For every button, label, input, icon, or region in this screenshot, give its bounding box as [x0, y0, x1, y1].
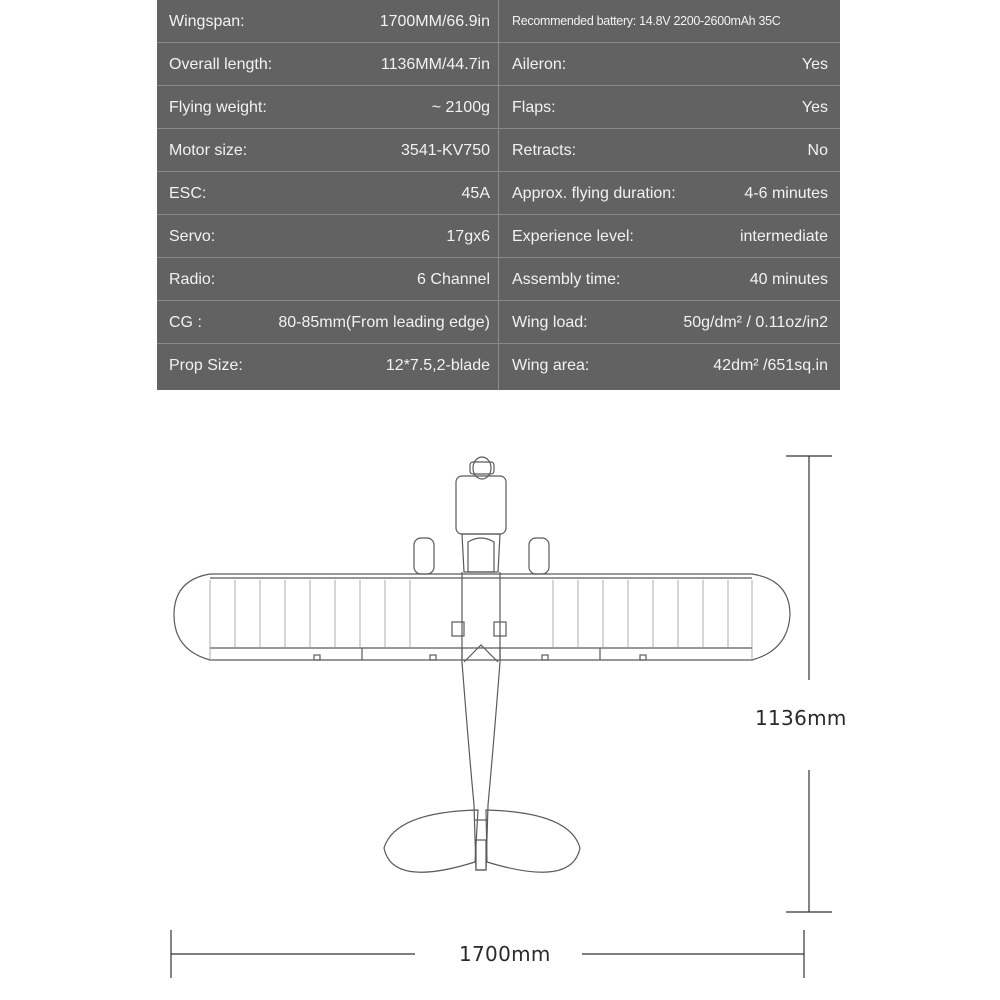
- right-wheel: [529, 538, 549, 574]
- spec-label: Wingspan:: [169, 13, 245, 30]
- horizontal-stabilizer: [384, 810, 478, 872]
- spec-label: Prop Size:: [169, 357, 243, 374]
- spec-label: Flaps:: [512, 99, 556, 116]
- spec-value: 42dm² /651sq.in: [713, 357, 828, 374]
- fuselage: [462, 572, 500, 870]
- spec-value: 45A: [461, 185, 490, 202]
- spec-value: Yes: [801, 99, 828, 116]
- length-dimension-label: 1136mm: [755, 706, 847, 730]
- spec-value: 40 minutes: [749, 271, 828, 288]
- spec-label: Servo:: [169, 228, 216, 245]
- spec-value: ~ 2100g: [431, 99, 490, 116]
- spec-value: 4-6 minutes: [744, 185, 828, 202]
- spec-value: 17gx6: [446, 228, 490, 245]
- spec-label: Assembly time:: [512, 271, 621, 288]
- spec-label: Radio:: [169, 271, 216, 288]
- spec-value: 12*7.5,2-blade: [385, 357, 490, 374]
- spec-label: ESC:: [169, 185, 207, 202]
- spec-label: Approx. flying duration:: [512, 185, 676, 202]
- spec-value: 80-85mm(From leading edge): [278, 314, 490, 331]
- spec-label: Experience level:: [512, 228, 634, 245]
- spec-value: 1700MM/66.9in: [379, 13, 490, 30]
- spec-label: Motor size:: [169, 142, 248, 159]
- spec-value: intermediate: [739, 228, 828, 245]
- wing: [174, 574, 790, 660]
- cowling: [456, 476, 506, 534]
- spec-label: Wing load:: [512, 314, 588, 331]
- wingspan-dimension-label: 1700mm: [459, 942, 551, 966]
- spec-label: Overall length:: [169, 56, 273, 73]
- spec-label: Aileron:: [512, 56, 567, 73]
- left-wheel: [414, 538, 434, 574]
- spec-value: 3541-KV750: [401, 142, 490, 159]
- spec-value: 6 Channel: [417, 271, 490, 288]
- spec-value: No: [807, 142, 828, 159]
- spec-value: 50g/dm² / 0.11oz/in2: [683, 314, 828, 331]
- spec-label: CG :: [169, 314, 202, 331]
- spec-label: Wing area:: [512, 357, 590, 374]
- spec-value: 1136MM/44.7in: [380, 56, 490, 73]
- spec-label: Retracts:: [512, 142, 577, 159]
- spec-value: Yes: [801, 56, 828, 73]
- spec-label: Recommended battery: 14.8V 2200-2600mAh 35C: [512, 14, 781, 28]
- spec-label: Flying weight:: [169, 99, 267, 116]
